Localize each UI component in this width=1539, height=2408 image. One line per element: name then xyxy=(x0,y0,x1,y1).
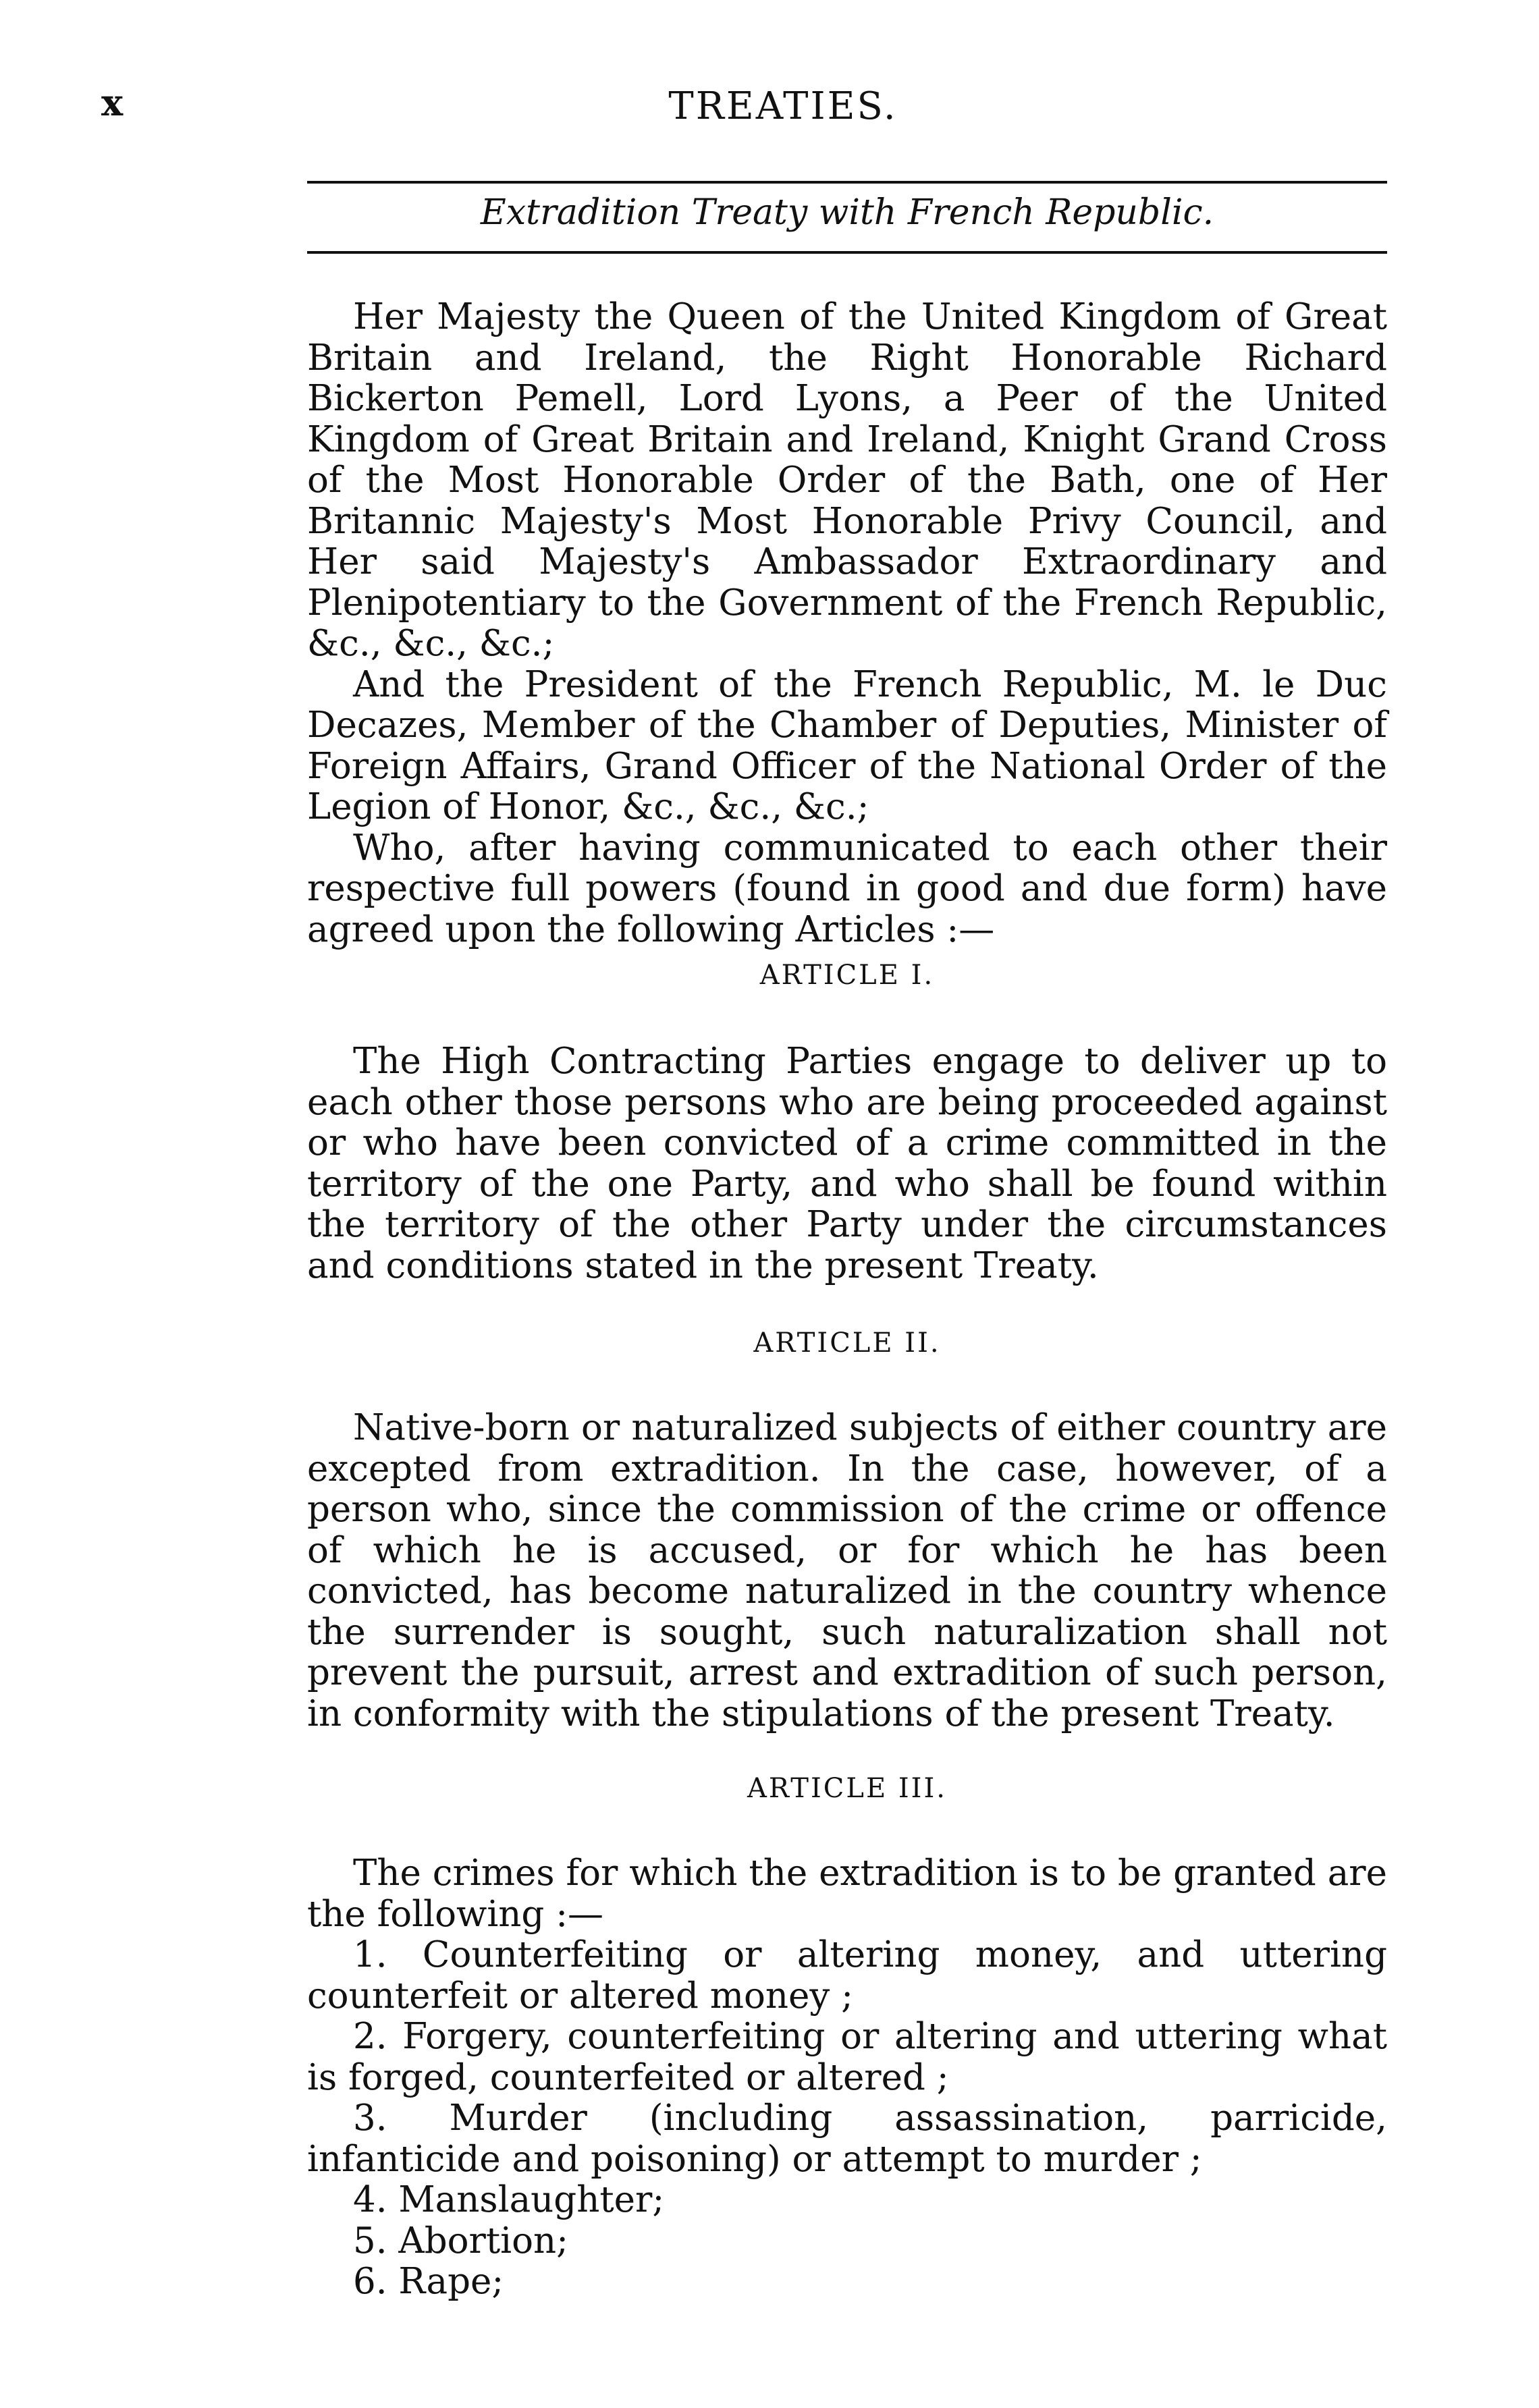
crime-list-item: 3. Murder (including assassination, parricide, infanticide and poisoning) or attempt to murder ; xyxy=(307,2098,1387,2180)
article-3-heading: ARTICLE III. xyxy=(747,1773,947,1804)
article-1-heading: ARTICLE I. xyxy=(759,960,935,991)
crime-list-item: 6. Rape; xyxy=(353,2261,504,2302)
treaty-subtitle: Extradition Treaty with French Republic. xyxy=(480,192,1214,233)
preamble-paragraph-president: And the President of the French Republic, M. le Duc Decazes, Member of the Chamber of Deputies, Minister of Foreign Affairs, Grand Officer of the National Order of the Legion of Honor, &c., &c., &c.; xyxy=(307,663,1387,827)
article-2-text: Native-born or naturalized subjects of either country are excepted from extradition. In the case, however, of a person who, since the commission of the crime or offence of which he is accused, or for which he has been convicted, has become naturalized in the country whence the surrender is sought, such naturalization shall not prevent the pursuit, arrest and extradition of such person, in conformity with the stipulations of the present Treaty. xyxy=(307,1407,1387,1734)
article-1 xyxy=(307,955,1387,1286)
crime-list-item: 4. Manslaughter; xyxy=(353,2179,665,2220)
crime-list-item: 1. Counterfeiting or altering money, and uttering counterfeit or altered money ; xyxy=(307,1934,1387,2017)
bottom-rule xyxy=(307,251,1387,254)
article-2-heading: ARTICLE II. xyxy=(753,1328,941,1359)
preamble xyxy=(307,297,1387,950)
page-number: x xyxy=(101,81,124,124)
running-title: TREATIES. xyxy=(668,84,898,128)
article-2 xyxy=(307,1323,1387,1734)
article-3-intro: The crimes for which the extradition is to be granted are the following :— xyxy=(307,1853,1387,1935)
top-rule xyxy=(307,181,1387,184)
preamble-paragraph-sovereign: Her Majesty the Queen of the United Kingdom of Great Britain and Ireland, the Right Honorable Richard Bickerton Pemell, Lord Lyons, a Peer of the United Kingdom of Great Britain and Ireland, Knight Grand Cross of the Most Honorable Order of the Bath, one of Her Britannic Majesty's Most Honorable Privy Council, and Her said Majesty's Ambassador Extraordinary and Plenipotentiary to the Government of the French Republic, &c., &c., &c.; xyxy=(307,296,1387,664)
crime-list-item: 2. Forgery, counterfeiting or altering and uttering what is forged, counterfeited or altered ; xyxy=(307,2016,1387,2098)
article-3 xyxy=(307,1768,1387,2303)
crime-list-item: 5. Abortion; xyxy=(353,2220,569,2262)
preamble-paragraph-agreement: Who, after having communicated to each other their respective full powers (found in good and due form) have agreed upon the following Articles :— xyxy=(307,827,1387,950)
article-1-text: The High Contracting Parties engage to deliver up to each other those persons who are being proceeded against or who have been convicted of a crime committed in the territory of the one Party, and who shall be found within the territory of the other Party under the circumstances and conditions stated in the present Treaty. xyxy=(307,1041,1387,1286)
